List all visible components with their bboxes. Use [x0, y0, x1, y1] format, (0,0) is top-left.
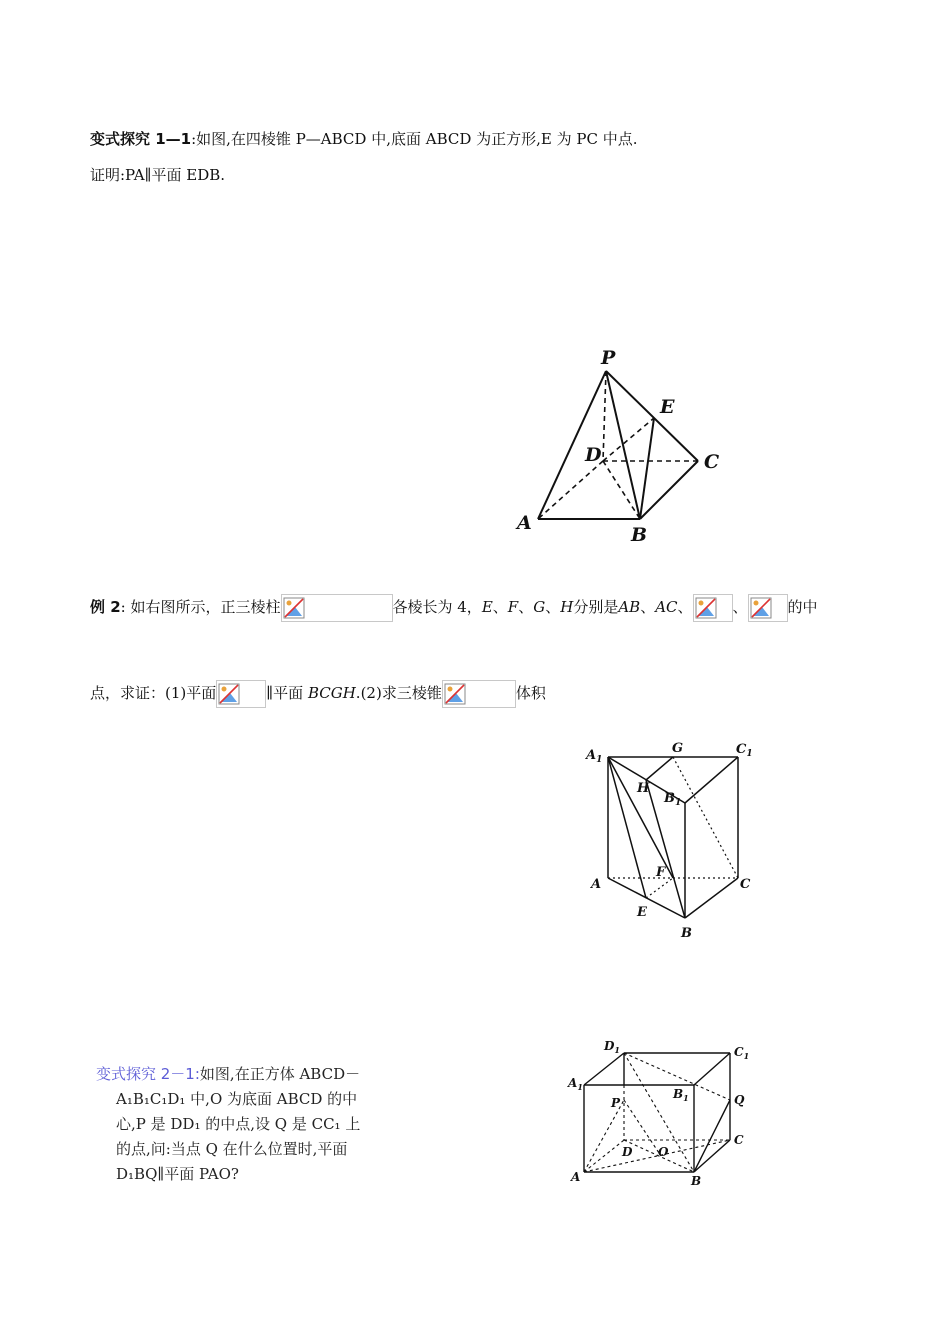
- label-E: E: [637, 905, 647, 920]
- label-B: B: [681, 926, 692, 941]
- problem1-statement: [90, 128, 638, 149]
- cube-figure: [566, 1038, 766, 1188]
- example2-text-b: 各棱长为 4，: [392, 598, 482, 616]
- edge-PD: [603, 371, 606, 461]
- var-E: E: [481, 598, 493, 616]
- sep: 、: [732, 598, 748, 616]
- edge-B1C1: [694, 1053, 730, 1085]
- label-D: D: [622, 1145, 633, 1159]
- sep: 、: [640, 598, 656, 616]
- example2-line2-d: 体积: [515, 684, 546, 702]
- label-G: G: [672, 741, 684, 756]
- edge-A1E: [608, 757, 646, 898]
- label-A1: $A_1$: [568, 1076, 583, 1092]
- edge-BC: [694, 1140, 730, 1172]
- edge-DA: [538, 461, 603, 519]
- label-B: B: [631, 524, 648, 546]
- label-C1: $C_1$: [736, 742, 753, 759]
- var-AB: AB: [618, 598, 641, 616]
- label-D1: $D_1$: [604, 1039, 620, 1055]
- label-B: B: [691, 1174, 702, 1188]
- label-C: C: [734, 1133, 744, 1147]
- label-H: H: [637, 781, 650, 796]
- label-C1: $C_1$: [734, 1045, 750, 1061]
- label-P: P: [611, 1096, 621, 1110]
- edge-EB: [640, 418, 654, 519]
- sep: 、: [545, 598, 561, 616]
- example2-line1: [90, 594, 818, 622]
- edge-HG: [646, 757, 673, 780]
- variant2-heading: 变式探究 2－1:: [96, 1065, 200, 1083]
- sep: 、: [677, 598, 693, 616]
- edge-BC: [640, 461, 698, 519]
- variant2-line2: A₁B₁C₁D₁ 中,O 为底面 ABCD 的中: [116, 1090, 358, 1108]
- pyramid-figure: [510, 340, 770, 550]
- example2-line2: [90, 680, 546, 708]
- var-G: G: [533, 598, 546, 616]
- broken-image-icon: [693, 594, 733, 622]
- variant2-line5: D₁BQ∥平面 PAO?: [116, 1165, 239, 1183]
- var-AC: AC: [655, 598, 678, 616]
- example2-text-d: 的中: [787, 598, 818, 616]
- sep: 、: [492, 598, 508, 616]
- var-BCGH: BCGH: [307, 684, 356, 702]
- label-C: C: [740, 877, 751, 892]
- variant2-line3: 心,P 是 DD₁ 的中点,设 Q 是 CC₁ 上: [116, 1115, 361, 1133]
- label-A1: $A_1$: [586, 748, 603, 765]
- var-H: H: [560, 598, 574, 616]
- example2-line2-a: 点，求证：(1)平面: [90, 684, 217, 702]
- variant2-line4: 的点,问:当点 Q 在什么位置时,平面: [116, 1140, 348, 1158]
- diag-AC: [584, 1140, 730, 1172]
- broken-image-icon: [216, 680, 266, 708]
- label-F: F: [656, 865, 666, 880]
- broken-image-icon: [281, 594, 393, 622]
- label-D: D: [585, 444, 602, 466]
- edge-PB: [606, 371, 640, 519]
- edge-B1C1: [685, 757, 738, 803]
- variant2-text: 如图,在正方体 ABCD－: [199, 1065, 361, 1083]
- label-P: P: [601, 347, 616, 369]
- example2-line2-b: ∥平面: [266, 684, 308, 702]
- edge-GC: [673, 757, 738, 878]
- example2-text-a: : 如右图所示，正三棱柱: [120, 598, 281, 616]
- sep: 、: [518, 598, 534, 616]
- edge-AP: [584, 1100, 624, 1172]
- edge-BC: [685, 878, 738, 918]
- label-B1: $B_1$: [673, 1087, 689, 1103]
- label-B1: $B_1$: [664, 791, 682, 808]
- edge-A1F: [608, 757, 673, 878]
- var-F: F: [507, 598, 519, 616]
- label-C: C: [704, 451, 720, 473]
- variant2-line1: [96, 1062, 426, 1087]
- broken-image-icon: [442, 680, 516, 708]
- example2-line2-c: .(2)求三棱锥: [355, 684, 442, 702]
- example2-text-c: 分别是: [573, 598, 619, 616]
- problem1-text: :如图,在四棱锥 P—ABCD 中,底面 ABCD 为正方形,E 为 PC 中点.: [191, 130, 638, 148]
- label-Q: Q: [734, 1093, 745, 1107]
- edge-DE: [603, 418, 654, 461]
- example2-heading: 例 2: [90, 598, 121, 616]
- label-A: A: [517, 512, 532, 534]
- edge-A1D1: [584, 1053, 624, 1085]
- label-A: A: [571, 1170, 581, 1184]
- label-E: E: [660, 396, 675, 418]
- edge-DB: [603, 461, 640, 519]
- variant2-card: [96, 1062, 426, 1187]
- edge-BQ: [694, 1100, 730, 1172]
- problem1-heading: 变式探究 1—1: [90, 130, 192, 148]
- edge-EF: [646, 878, 673, 898]
- broken-image-icon: [748, 594, 788, 622]
- label-A: A: [591, 877, 602, 892]
- prism-figure: [583, 736, 773, 941]
- problem1-proof: 证明:PA∥平面 EDB.: [90, 166, 226, 184]
- label-O: O: [658, 1145, 669, 1159]
